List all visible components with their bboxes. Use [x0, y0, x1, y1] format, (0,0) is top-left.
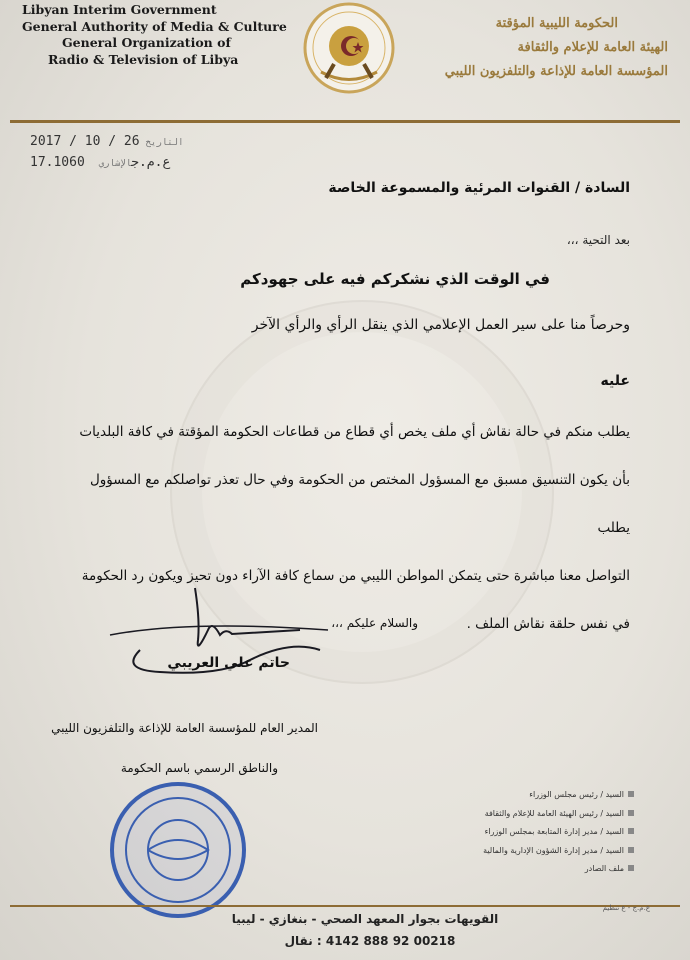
date-label: التاريخ [145, 138, 184, 148]
letter-line-1: وحرصاً منا على سير العمل الإعلامي الذي ينقل الرأي والرأي الآخر [251, 317, 630, 333]
closing: والسلام عليكم ،،، [331, 616, 418, 630]
ref-label: الإشاري [98, 159, 132, 169]
signatory-title [18, 708, 318, 788]
handwritten-signature-icon [100, 580, 330, 700]
header-en-line-4: Radio & Television of Libya [48, 51, 239, 67]
official-stamp-icon [108, 780, 248, 920]
body-line-4: في نفس حلقة نقاش الملف . [466, 616, 630, 632]
body-line-2: بأن يكون التنسيق مسبق مع المسؤول المختص من الحكومة وفي حال تعذر تواصلكم مع المسؤول يطلب [89, 472, 630, 536]
signatory-name: حاتم علي العريبي [167, 655, 290, 671]
cc-item: السيد / رئيس الهيئة العامة للإعلام والثقافة [384, 805, 634, 824]
footer-note: ع.م.ج - ع تنظيم [602, 904, 650, 912]
header-ar-line-2: الهيئة العامة للإعلام والثقافة [517, 40, 668, 55]
cc-list [384, 786, 634, 879]
letter-meta [30, 132, 230, 174]
body-line-1: يطلب منكم في حالة نقاش أي ملف يخص أي قطاع من قطاعات الحكومة المؤقتة في كافة البلديات [79, 424, 630, 440]
header-divider [10, 120, 680, 123]
letter-therefore: عليه [600, 373, 630, 389]
cc-item: السيد / رئيس مجلس الوزراء [384, 786, 634, 805]
footer-address: القويهات بجوار المعهد الصحي - بنغازي - ليبيا [231, 912, 499, 926]
header-ar-line-1: الحكومة الليبية المؤقتة [495, 16, 618, 31]
header-en-line-1: Libyan Interim Government [22, 2, 217, 17]
header-arabic [408, 12, 668, 84]
letter-headline: في الوقت الذي نشكركم فيه على جهودكم [240, 270, 550, 288]
ref-value: 17.1060 ع.م.ج [30, 155, 171, 170]
header-en-line-3: General Organization of [62, 35, 231, 50]
header-en-line-2: General Authority of Media & Culture [22, 18, 287, 34]
cc-item: السيد / مدير إدارة الشؤون الإدارية والمالية [384, 842, 634, 861]
cc-item: السيد / مدير إدارة المتابعة بمجلس الوزراء [384, 823, 634, 842]
body-line-3: التواصل معنا مباشرة حتى يتمكن المواطن الليبي من سماع كافة الآراء دون تحيز ويكون رد الحكومة [81, 568, 630, 584]
state-emblem-icon [296, 2, 402, 98]
addressee: السادة / القنوات المرئية والمسموعة الخاصة [328, 180, 630, 196]
signatory-title-1: المدير العام للمؤسسة العامة للإذاعة والتلفزيون الليبي [51, 721, 318, 735]
greeting: بعد التحية ،،، [566, 233, 630, 247]
header-english [22, 2, 292, 68]
date-value: 2017 / 10 / 26 [30, 134, 140, 149]
header-ar-line-3: المؤسسة العامة للإذاعة والتلفزيون الليبي [444, 64, 668, 79]
signatory-title-2: والناطق الرسمي باسم الحكومة [120, 761, 278, 775]
cc-item: ملف الصادر [384, 860, 634, 879]
footer-phone: 00218 92 888 4142 : نقال [284, 934, 456, 948]
